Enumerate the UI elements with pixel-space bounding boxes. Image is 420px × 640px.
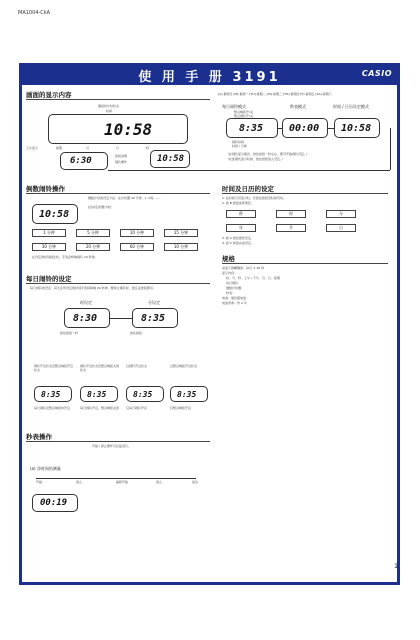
countdown-step-4: 15 分钟: [164, 229, 198, 237]
spec-line-8: 电池寿命：约 2 年: [222, 301, 247, 305]
timeset-step-2: 2. 按 B 按钮选择项目。: [222, 201, 254, 205]
small-time-digits: 6:30: [70, 156, 92, 166]
flow-title-2: 闹铃开启状态及整点响报关闭状态: [80, 364, 120, 372]
stopwatch-step-reset: 复位: [192, 480, 199, 484]
spec-line-5: 倒数计时器：: [226, 286, 245, 290]
stopwatch-step-start: 开始: [36, 480, 43, 484]
flow-title-4: 仅整点响报开启状态: [170, 364, 198, 368]
alarm-set-arrow: [110, 318, 132, 319]
timeset-flow-month: 月: [276, 224, 306, 232]
timeset-flow-day: 日: [326, 224, 356, 232]
weekday-legend-sat: [SA]:星期六: [315, 92, 332, 96]
lcd-stopwatch-mode: [282, 118, 328, 138]
stopwatch-flow-arrow: [36, 478, 196, 479]
countdown-step-1: 1 分钟: [32, 229, 66, 237]
countdown-step-7: 60 分钟: [120, 243, 154, 251]
flow-digits-2: 8:35: [87, 390, 107, 399]
section-spec-title: 规格: [222, 255, 235, 263]
flow-note-2: 每日闹铃开启，整点响报关闭: [80, 406, 120, 410]
side-label-second: 秒: [146, 146, 150, 150]
alarm-mode-digits: 8:35: [239, 123, 264, 134]
stopwatch-steps: [36, 476, 206, 490]
flow-title-3: 仅闹铃开启状态: [126, 364, 148, 368]
brand-logo: CASIO: [361, 69, 392, 78]
diagram-time-label: 时间: [106, 109, 113, 113]
mode-title-alarm: 每日闹铃模式: [222, 104, 246, 109]
countdown-note: 在设定的时刻到达时，手表会鸣响闹铃 10 秒钟。: [32, 255, 98, 259]
side-label-day: 日: [116, 146, 120, 150]
lcd-countdown: [32, 204, 78, 224]
weekday-legend-wed: [W]:星期三: [266, 92, 282, 96]
lcd-main-display: [48, 114, 188, 144]
page-title: 使 用 手 册 3191: [138, 70, 281, 85]
flow-note-3: 仅每日闹铃开启: [126, 406, 148, 410]
timeset-step-3: 3. 按 A 按钮更改设定。: [222, 236, 254, 240]
flow-digits-4: 8:35: [177, 390, 197, 399]
section-divider: [26, 99, 210, 100]
countdown-step-8: 10 分钟: [164, 243, 198, 251]
flow-note-1: 每日闹铃及整点响报均开启: [34, 406, 71, 410]
alarm-caption-1: 按住按钮一秒: [60, 331, 79, 335]
alarm-label-minute: 分设定: [148, 300, 160, 305]
spec-line-7: 电池：氧化银电池: [222, 296, 247, 300]
countdown-line2: [启动定时器计时]: [88, 205, 112, 209]
mode-note-hourly: 整点响报开/关: [234, 110, 254, 114]
mode-note-hour-minute: 时间 / 分钟: [232, 144, 247, 148]
stopwatch-step-restart: 重新开始: [116, 480, 129, 484]
timeset-flow-second: 秒: [226, 210, 256, 218]
stopwatch-mode-digits: 00:00: [289, 123, 320, 134]
side-label-weekday: 星期: [56, 146, 63, 150]
alarm-label-hour: 时设定: [80, 300, 92, 305]
bottom-note-2: （在此模式显示时间，按住按钮进入设定。）: [226, 157, 285, 161]
lcd-flow-4: [170, 386, 208, 402]
stopwatch-step-stop: 停止: [76, 480, 83, 484]
lower-note-alarm: 闹铃操作: [115, 160, 128, 164]
lcd-small-display: [60, 152, 108, 170]
alarm-caption-2: 按住按钮: [130, 331, 143, 335]
diagram-top-label: 通常时计时状态: [98, 104, 120, 108]
alarm-hour-digits: 8:30: [73, 313, 98, 324]
lower-right-digits: 10:58: [157, 154, 185, 164]
countdown-step-5: 30 分钟: [32, 243, 66, 251]
timeset-mode-digits: 10:58: [341, 123, 372, 134]
countdown-step-6: 20 分钟: [76, 243, 110, 251]
lower-note-buttons: 按钮说明: [115, 154, 128, 158]
side-label-am: 上午显示: [26, 146, 39, 150]
weekday-legend-fri: [F]:星期五: [300, 92, 315, 96]
bottom-note-1: （在闹铃显示模式，按住按钮一秒左右，即可开始闹铃设定。）: [226, 152, 309, 156]
alarm-desc: 每日闹铃的设定：每天在所设定的时刻手表将鸣响 20 秒钟，要停止闹铃时，按任意按钮即可。: [30, 286, 156, 290]
section-divider: [26, 193, 210, 194]
timeset-step-4: 4. 按 C 按钮完成设定。: [222, 241, 254, 245]
weekday-legend-mon: [M]:星期一: [233, 92, 249, 96]
alarm-minute-digits: 8:35: [141, 313, 166, 324]
countdown-step-3: 10 分钟: [120, 229, 154, 237]
spec-line-6: 秒表：: [226, 291, 236, 295]
timeset-flow-minute: 分: [326, 210, 356, 218]
main-time-digits: 10:58: [104, 120, 153, 139]
countdown-desc: 倒数计时的设定方法：在计时器 30 分钟、1 小时 ……: [88, 196, 161, 200]
flow-digits-3: 8:35: [133, 390, 153, 399]
weekday-legend-tue: [TU]:星期二: [249, 92, 266, 96]
page-header: [19, 63, 400, 85]
mode-note-alarm-time: 闹铃时间: [232, 140, 245, 144]
section-display-title: 画面的显示内容: [26, 91, 72, 99]
section-timeset-title: 时间及日历的设定: [222, 185, 274, 193]
mode-title-timeset: 时间 / 日历设定模式: [333, 104, 369, 109]
section-stopwatch-title: 秒表操作: [26, 433, 52, 441]
weekday-legend-thu: [TH]:星期四: [282, 92, 300, 96]
flow-digits-1: 8:35: [41, 390, 61, 399]
section-divider: [222, 193, 388, 194]
stopwatch-desc: 开始 / 停止操作可反复进行。: [92, 444, 131, 448]
flow-title-1: 闹铃开启状态及整点响报开启状态: [34, 364, 74, 372]
mode-note-alarm-onoff: 整点闹铃开/关: [234, 114, 254, 118]
spec-line-1: 常温下的精确度：每月 ± 30 秒: [222, 266, 265, 270]
lcd-alarm-mode: [226, 118, 278, 138]
lcd-flow-2: [80, 386, 118, 402]
section-divider: [222, 263, 388, 264]
timeset-flow-year: 年: [226, 224, 256, 232]
mode-return-arrow-vertical: [390, 128, 391, 170]
spec-line-3: 时、分、秒、上午 / 下午、月、日、星期: [226, 276, 280, 280]
display-diagram: [26, 102, 210, 152]
weekday-legend: [218, 92, 398, 96]
lcd-timeset-mode: [334, 118, 380, 138]
section-divider: [26, 441, 210, 442]
lcd-alarm-minute: [132, 308, 178, 328]
weekday-legend-sun: [A]:星期日: [218, 92, 233, 96]
lcd-alarm-hour: [64, 308, 110, 328]
spec-line-4: 每日闹铃：: [226, 281, 242, 285]
flow-note-4: 仅整点响报开启: [170, 406, 192, 410]
lcd-stopwatch: [32, 494, 78, 512]
stopwatch-step-stop2: 停止: [156, 480, 163, 484]
stopwatch-sub: (a) 净时间的测量: [30, 466, 61, 471]
page-number: 1: [394, 563, 398, 570]
mode-title-stopwatch: 秒表模式: [290, 104, 306, 109]
section-alarm-title: 每日闹铃的设定: [26, 275, 72, 283]
lcd-lower-right-display: [150, 150, 190, 168]
timeset-step-1: 1. 在时间日历显示时，先按住按钮至时间闪动。: [222, 196, 286, 200]
section-divider: [26, 283, 210, 284]
countdown-step-2: 5 分钟: [76, 229, 110, 237]
stopwatch-digits: 00:19: [40, 498, 68, 508]
mode-arrow-1: [278, 128, 282, 129]
timeset-flow-hour: 时: [276, 210, 306, 218]
countdown-digits: 10:58: [39, 209, 70, 220]
lcd-flow-3: [126, 386, 164, 402]
side-label-month: 月: [86, 146, 90, 150]
spec-line-2: 显示内容：: [222, 271, 238, 275]
document-id: MA1004-CkA: [18, 10, 51, 16]
mode-arrow-2: [328, 128, 334, 129]
section-countdown-title: 倒数闹铃操作: [26, 185, 65, 193]
lcd-flow-1: [34, 386, 72, 402]
mode-return-arrow: [108, 170, 390, 171]
